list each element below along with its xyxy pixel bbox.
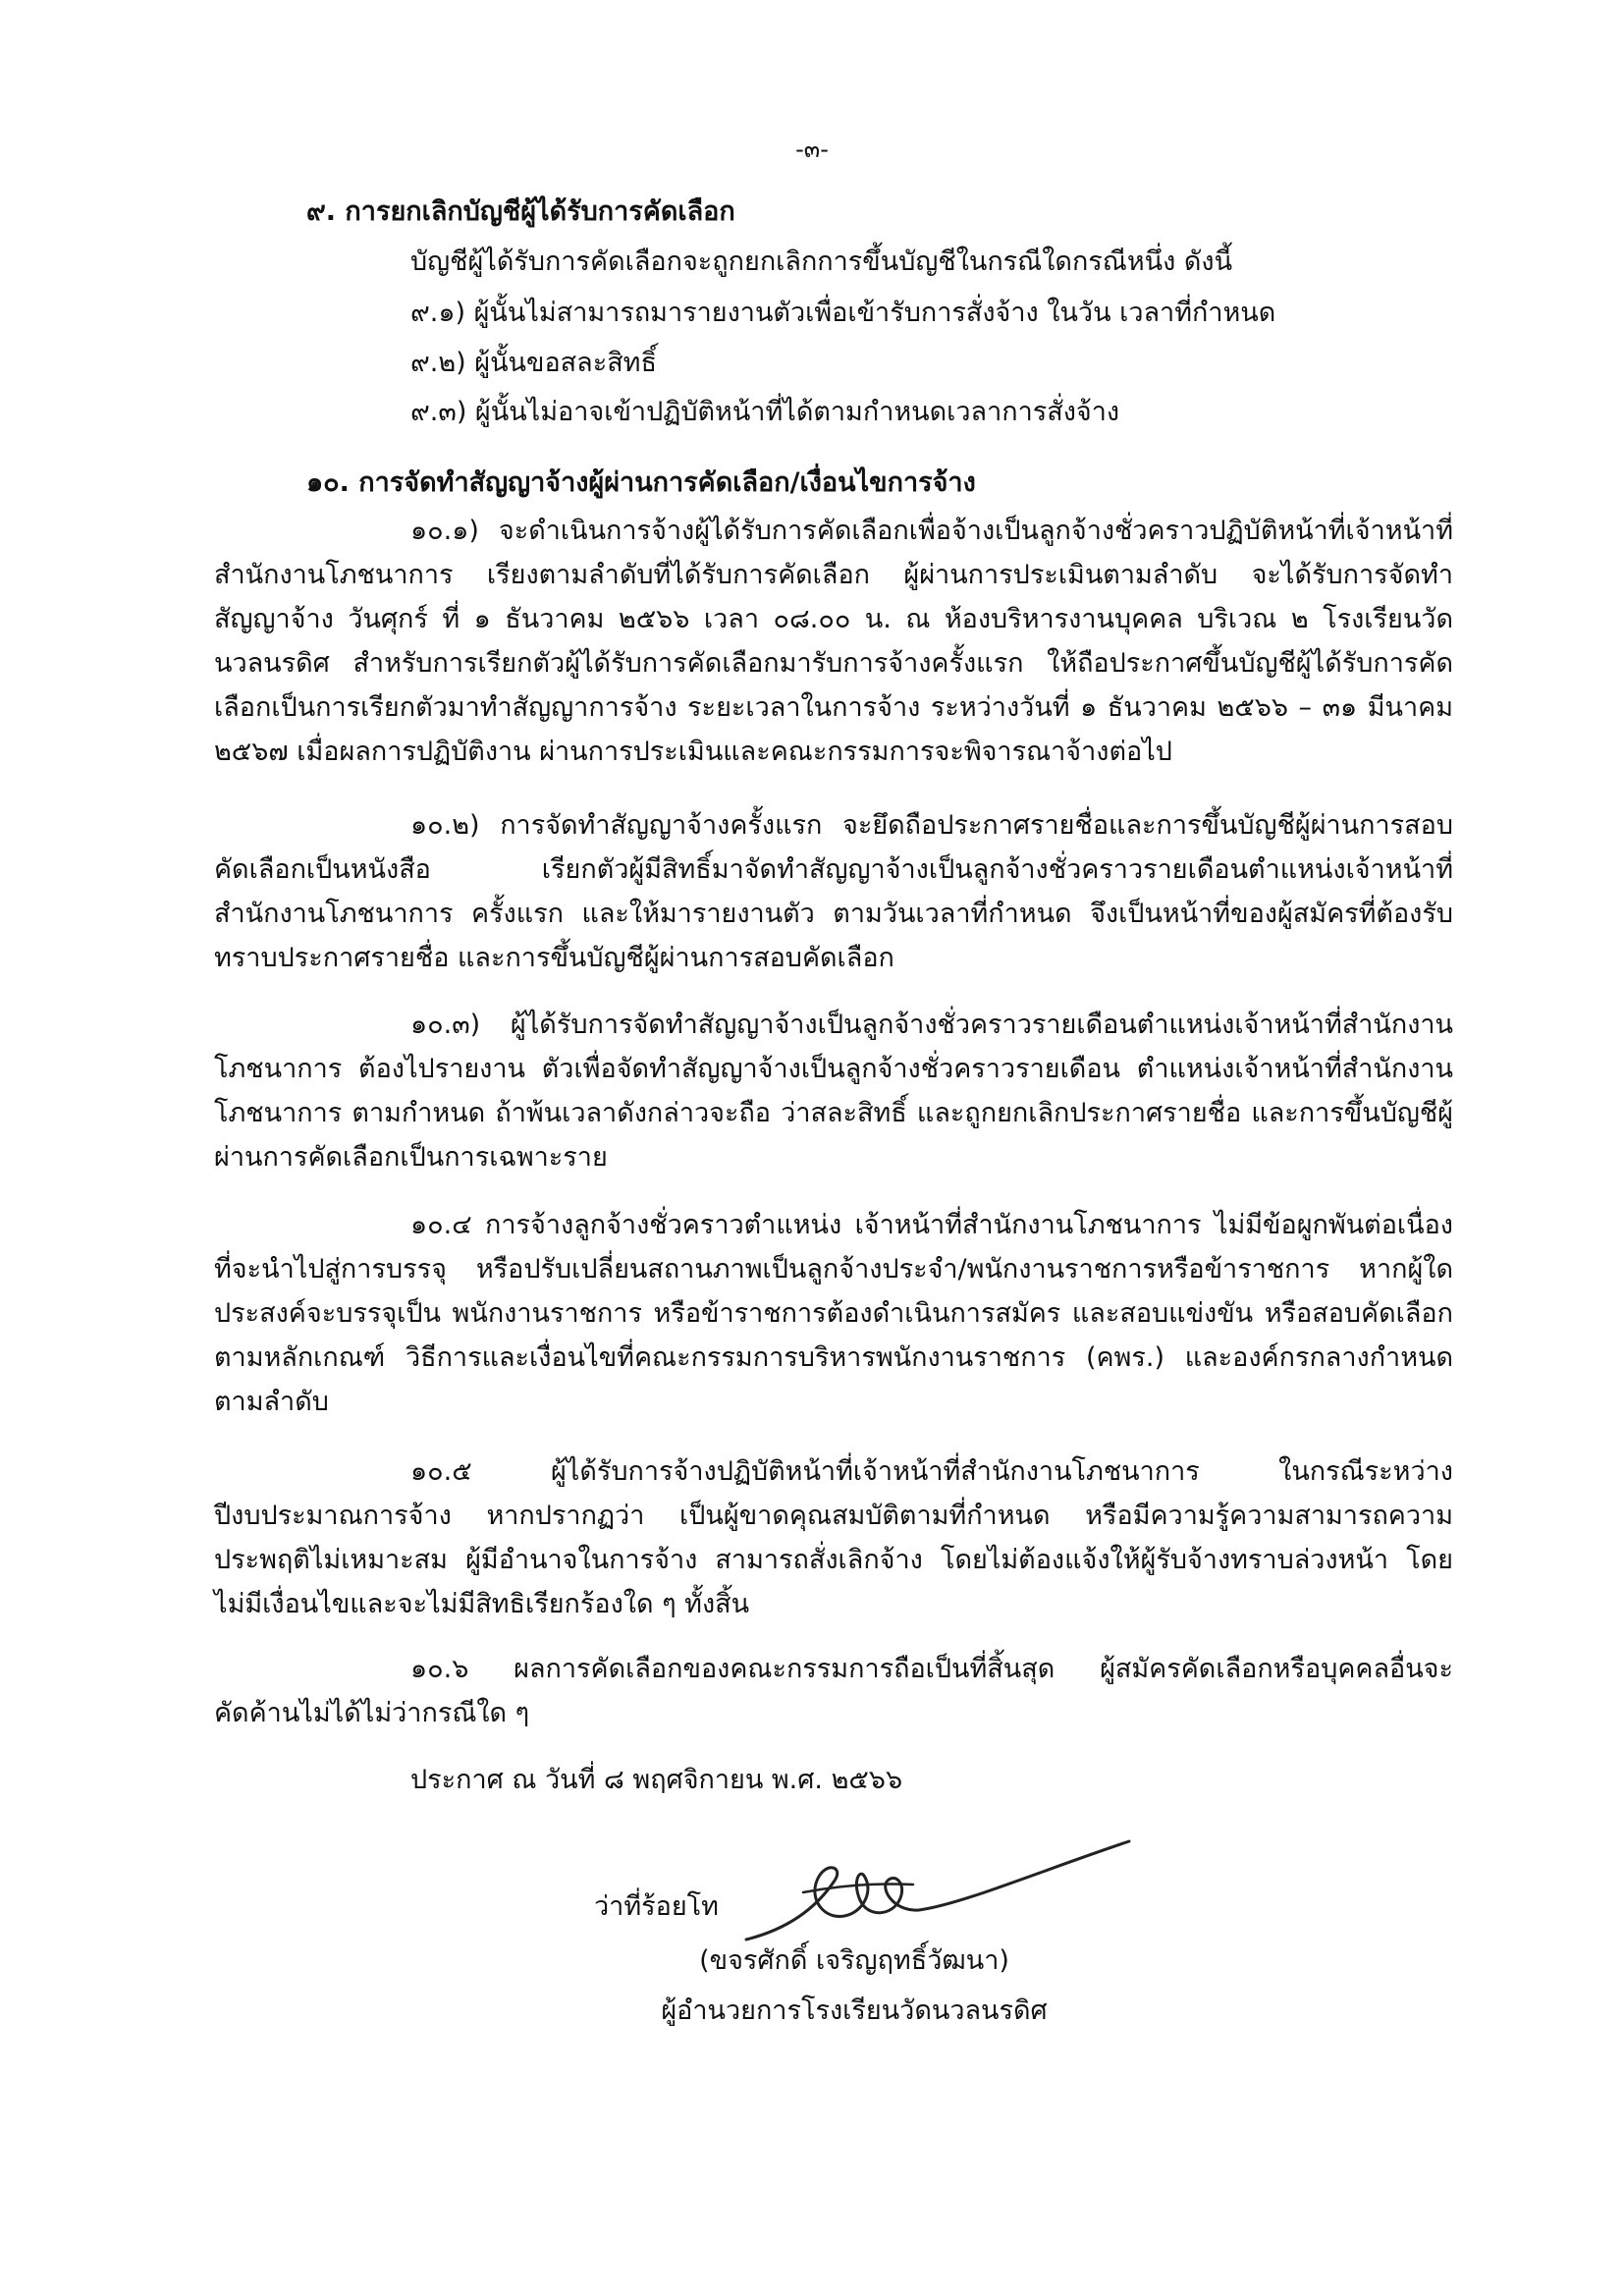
section-9-intro: บัญชีผู้ได้รับการคัดเลือกจะถูกยกเลิกการขึ้นบัญชีในกรณีใดกรณีหนึ่ง ดังนี้ bbox=[410, 246, 1233, 277]
section-10-heading: ๑๐. การจัดทำสัญญาจ้างผู้ผ่านการคัดเลือก/เงื่อนไขการจ้าง bbox=[306, 467, 976, 498]
paragraph-10-1-text: ๑๐.๑) จะดำเนินการจ้างผู้ได้รับการคัดเลือกเพื่อจ้างเป็นลูกจ้างชั่วคราวปฏิบัติหน้าที่เจ้าหน้าที่สำนักงานโภชนาการ เรียงตามลำดับที่ได้รับการคัดเลือก ผู้ผ่านการประเมินตามลำดับ จะได้รับการจัดทำสัญญาจ้าง วันศุกร์ ที่ ๑ ธันวาคม ๒๕๖๖ เวลา ๐๘.๐๐ น. ณ ห้องบริหารงานบุคคล บริเวณ ๒ โรงเรียนวัดนวลนรดิศ สำหรับการเรียกตัวผู้ได้รับการคัดเลือกมารับการจ้างครั้งแรก ให้ถือประกาศขึ้นบัญชีผู้ได้รับการคัดเลือกเป็นการเรียกตัวมาทำสัญญาการจ้าง ระยะเวลาในการจ้าง ระหว่างวันที่ ๑ ธันวาคม ๒๕๖๖ – ๓๑ มีนาคม ๒๕๖๗ เมื่อผลการปฏิบัติงาน ผ่านการประเมินและคณะกรรมการจะพิจารณาจ้างต่อไป bbox=[214, 516, 1453, 767]
signatory-name: (ขจรศักดิ์ เจริญฤทธิ์วัฒนา) bbox=[699, 1945, 1009, 1976]
section-9-item-3: ๙.๓) ผู้นั้นไม่อาจเข้าปฏิบัติหน้าที่ได้ตามกำหนดเวลาการสั่งจ้าง bbox=[410, 397, 1120, 427]
paragraph-10-3-text: ๑๐.๓) ผู้ได้รับการจัดทำสัญญาจ้างเป็นลูกจ้างชั่วคราวรายเดือนตำแหน่งเจ้าหน้าที่สำนักงานโภชนาการ ต้องไปรายงาน ตัวเพื่อจัดทำสัญญาจ้างเป็นลูกจ้างชั่วคราวรายเดือน ตำแหน่งเจ้าหน้าที่สำนักงานโภชนาการ ตามกำหนด ถ้าพ้นเวลาดังกล่าวจะถือ ว่าสละสิทธิ์ และถูกยกเลิกประกาศรายชื่อ และการขึ้นบัญชีผู้ผ่านการคัดเลือกเป็นการเฉพาะราย bbox=[214, 1010, 1453, 1173]
signatory-position: ผู้อำนวยการโรงเรียนวัดนวลนรดิศ bbox=[661, 1995, 1048, 2026]
paragraph-10-2 bbox=[214, 803, 1453, 980]
paragraph-10-5 bbox=[214, 1449, 1453, 1626]
paragraph-10-6 bbox=[214, 1647, 1453, 1735]
announcement-date: ประกาศ ณ วันที่ ๘ พฤศจิกายน พ.ศ. ๒๕๖๖ bbox=[410, 1765, 903, 1795]
section-9-item-2: ๙.๒) ผู้นั้นขอสละสิทธิ์ bbox=[410, 348, 657, 378]
paragraph-10-5-text: ๑๐.๕ ผู้ได้รับการจ้างปฏิบัติหน้าที่เจ้าหน้าที่สำนักงานโภชนาการ ในกรณีระหว่างปีงบประมาณการจ้าง หากปรากฏว่า เป็นผู้ขาดคุณสมบัติตามที่กำหนด หรือมีความรู้ความสามารถความประพฤติไม่เหมาะสม ผู้มีอำนาจในการจ้าง สามารถสั่งเลิกจ้าง โดยไม่ต้องแจ้งให้ผู้รับจ้างทราบล่วงหน้า โดยไม่มีเงื่อนไขและจะไม่มีสิทธิเรียกร้องใด ๆ ทั้งสิ้น bbox=[214, 1456, 1453, 1619]
paragraph-10-4-text: ๑๐.๔ การจ้างลูกจ้างชั่วคราวตำแหน่ง เจ้าหน้าที่สำนักงานโภชนาการ ไม่มีข้อผูกพันต่อเนื่องที่จะนำไปสู่การบรรจุ หรือปรับเปลี่ยนสถานภาพเป็นลูกจ้างประจำ/พนักงานราชการหรือข้าราชการ หากผู้ใดประสงค์จะบรรจุเป็น พนักงานราชการ หรือข้าราชการต้องดำเนินการสมัคร และสอบแข่งขัน หรือสอบคัดเลือกตามหลักเกณฑ์ วิธีการและเงื่อนไขที่คณะกรรมการบริหารพนักงานราชการ (คพร.) และองค์กรกลางกำหนด ตามลำดับ bbox=[214, 1210, 1453, 1417]
signatory-rank: ว่าที่ร้อยโท bbox=[594, 1891, 719, 1922]
paragraph-10-6-text: ๑๐.๖ ผลการคัดเลือกของคณะกรรมการถือเป็นที่สิ้นสุด ผู้สมัครคัดเลือกหรือบุคคลอื่นจะคัดค้านไม่ได้ไม่ว่ากรณีใด ๆ bbox=[214, 1654, 1453, 1728]
page-number: -๓- bbox=[795, 136, 829, 163]
paragraph-10-4 bbox=[214, 1203, 1453, 1424]
paragraph-10-2-text: ๑๐.๒) การจัดทำสัญญาจ้างครั้งแรก จะยึดถือประกาศรายชื่อและการขึ้นบัญชีผู้ผ่านการสอบคัดเลือกเป็นหนังสือ เรียกตัวผู้มีสิทธิ์มาจัดทำสัญญาจ้างเป็นลูกจ้างชั่วคราวรายเดือนตำแหน่งเจ้าหน้าที่สำนักงานโภชนาการ ครั้งแรก และให้มารายงานตัว ตามวันเวลาที่กำหนด จึงเป็นหน้าที่ของผู้สมัครที่ต้องรับทราบประกาศรายชื่อ และการขึ้นบัญชีผู้ผ่านการสอบคัดเลือก bbox=[214, 810, 1453, 973]
paragraph-10-1 bbox=[214, 509, 1453, 774]
section-9-item-1: ๙.๑) ผู้นั้นไม่สามารถมารายงานตัวเพื่อเข้ารับการสั่งจ้าง ในวัน เวลาที่กำหนด bbox=[410, 298, 1276, 328]
paragraph-10-3 bbox=[214, 1003, 1453, 1179]
section-9-heading: ๙. การยกเลิกบัญชีผู้ได้รับการคัดเลือก bbox=[306, 196, 735, 227]
